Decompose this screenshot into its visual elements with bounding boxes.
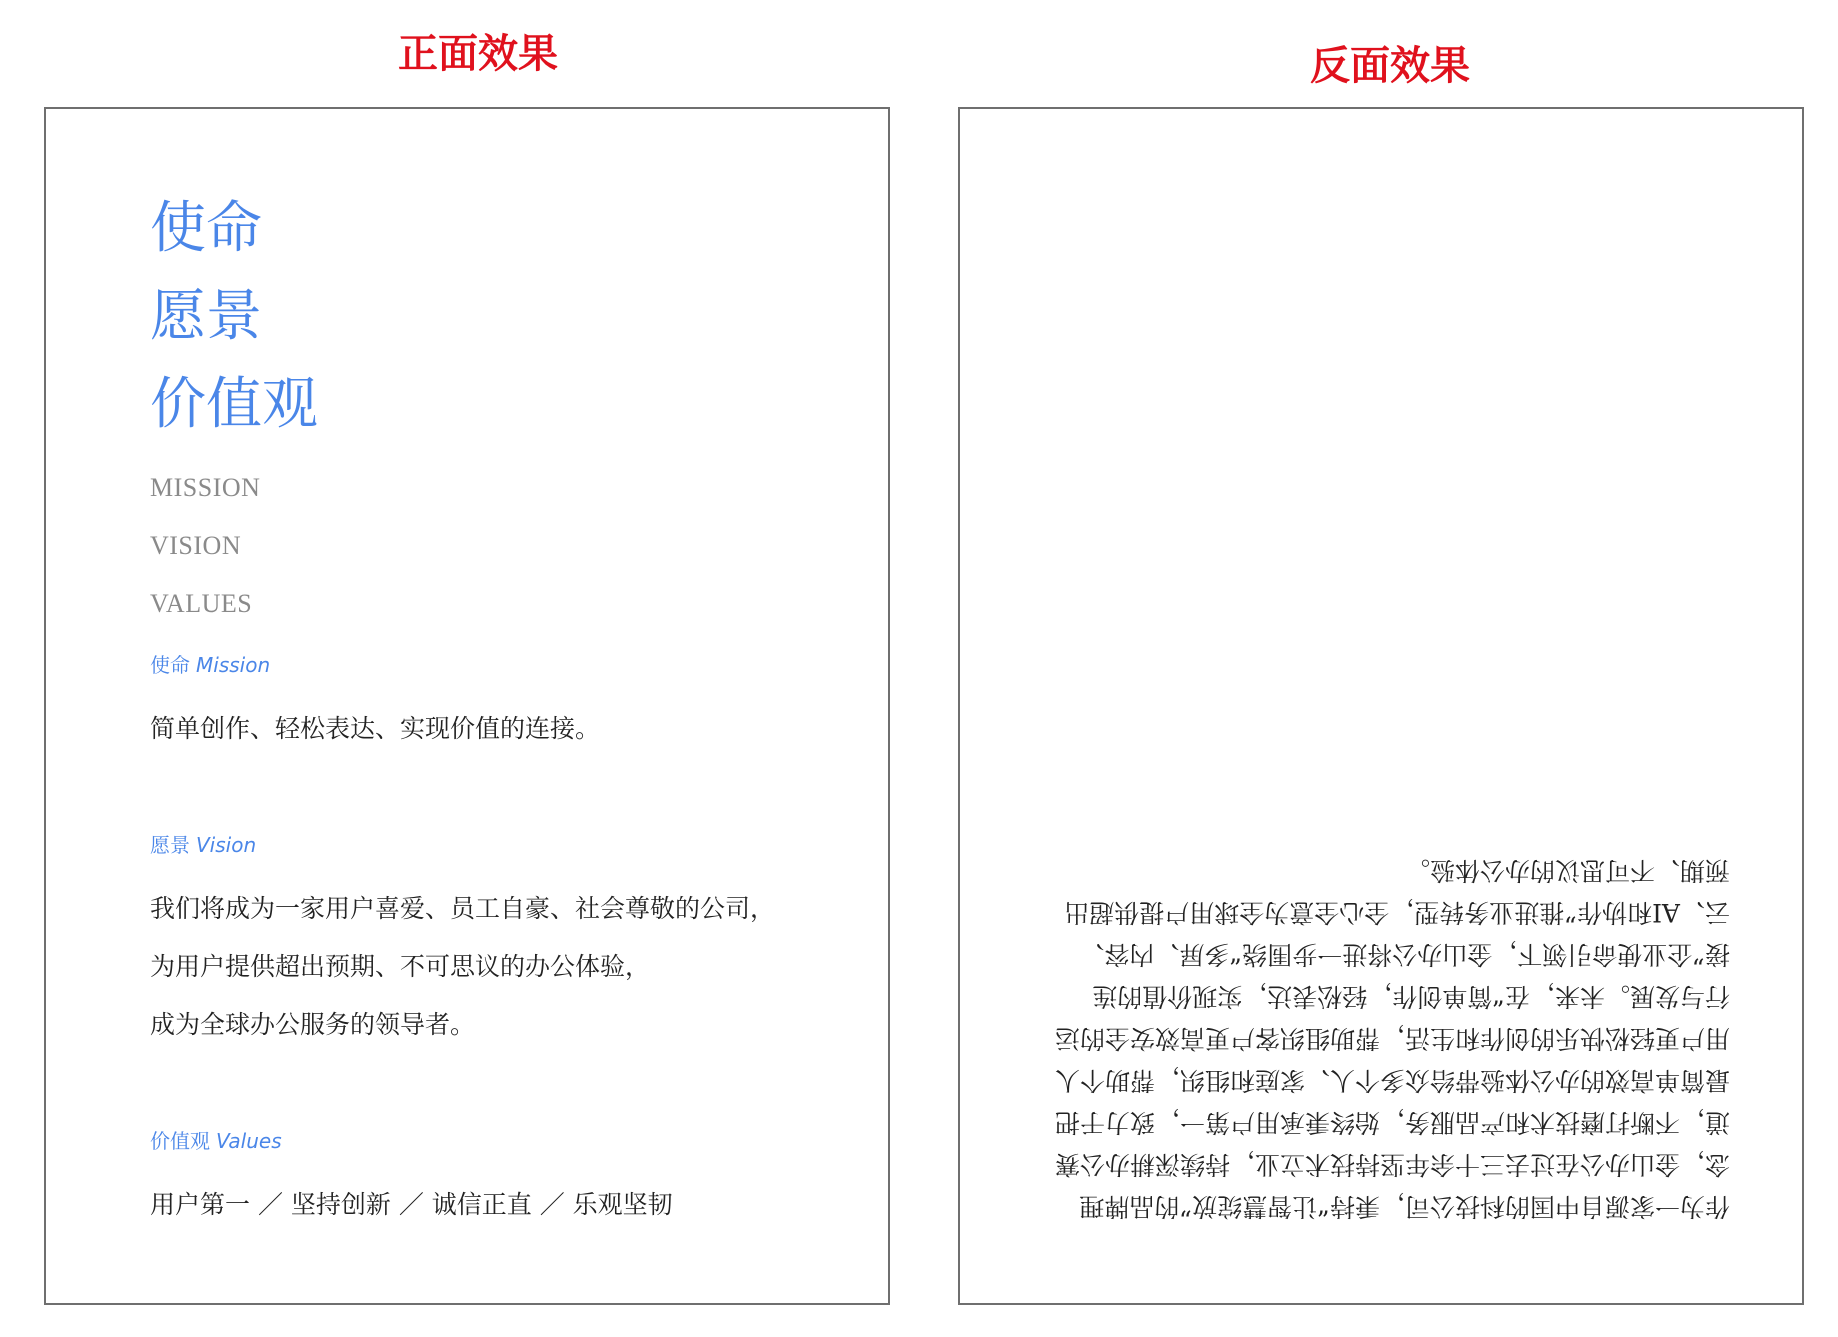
back-line: 预期、不可思议的办公体验。 <box>1404 856 1730 885</box>
vision-heading-en: Vision <box>196 833 257 857</box>
title-vision-en: VISION <box>150 531 242 560</box>
vision-line-2: 为用户提供超出预期、不可思议的办公体验， <box>150 952 651 981</box>
back-line: 道，不断打磨技术和产品服务，始终秉承用户第一，致力于把 <box>1054 1108 1730 1137</box>
values-heading-en: Values <box>216 1129 282 1153</box>
back-line: 念，金山办公在过去三十余年坚持技术立业，持续深耕办公赛 <box>1054 1150 1730 1179</box>
title-values-cn: 价值观 <box>150 372 318 437</box>
title-mission-cn: 使命 <box>150 196 262 261</box>
back-line: 接”企业使命引领下，金山办公将进一步围绕“多屏、内容、 <box>1079 940 1730 969</box>
title-mission-en: MISSION <box>150 473 261 502</box>
mission-heading <box>150 649 270 678</box>
title-vision-cn: 愿景 <box>150 284 262 349</box>
back-line: 最简单高效的办公体验带给众多个人、家庭和组织，帮助个人 <box>1054 1066 1730 1095</box>
mission-text: 简单创作、轻松表达、实现价值的连接。 <box>150 714 601 743</box>
back-line: 云、AI和协作”推进业务转型，全心全意为全球用户提供超出 <box>1064 898 1730 927</box>
mission-heading-cn: 使命 <box>150 653 190 677</box>
back-caption: 反面效果 <box>1310 43 1470 89</box>
mirrored-paragraph <box>1050 849 1730 1227</box>
front-page <box>44 107 890 1305</box>
back-line: 行与发展。未来，在“简单创作，轻松表达，实现价值的连 <box>1092 982 1730 1011</box>
back-page <box>958 107 1804 1305</box>
vision-line-3: 成为全球办公服务的领导者。 <box>150 1010 476 1039</box>
mission-heading-en: Mission <box>196 653 271 677</box>
title-values-en: VALUES <box>150 589 253 618</box>
values-heading-cn: 价值观 <box>150 1129 210 1153</box>
values-heading <box>150 1125 282 1154</box>
vision-heading <box>150 829 256 858</box>
vision-heading-cn: 愿景 <box>150 833 190 857</box>
vision-line-1: 我们将成为一家用户喜爱、员工自豪、社会尊敬的公司， <box>150 894 776 923</box>
back-line: 作为一家源自中国的科技公司，秉持“让智慧绽放”的品牌理 <box>1079 1192 1730 1221</box>
values-text: 用户第一 ／ 坚持创新 ／ 诚信正直 ／ 乐观坚韧 <box>150 1190 673 1219</box>
front-caption: 正面效果 <box>398 31 558 77</box>
back-line: 用户更轻松快乐的创作和生活，帮助组织客户更高效安全的运 <box>1054 1024 1730 1053</box>
